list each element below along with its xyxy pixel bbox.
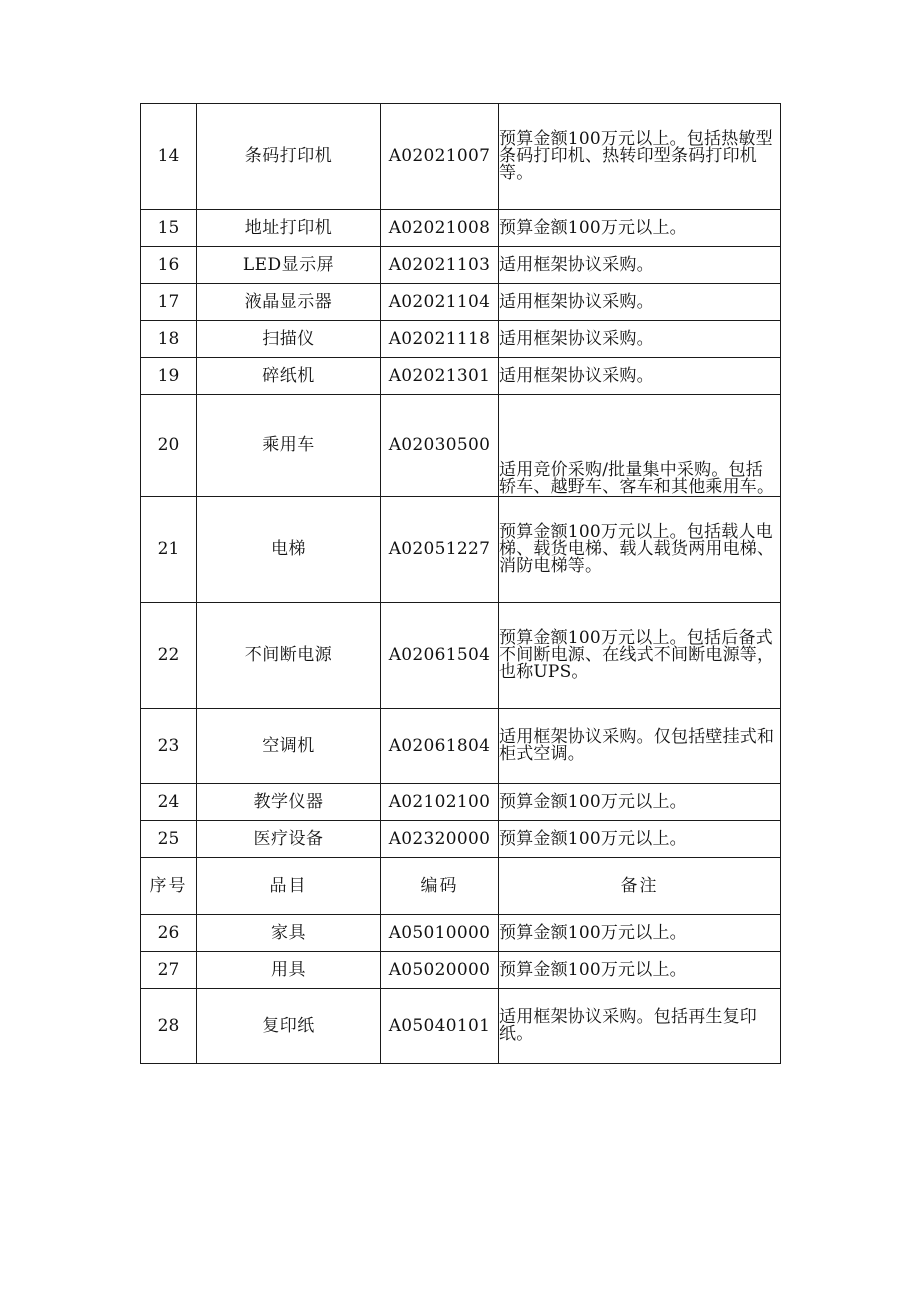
row-item-name: 空调机	[197, 709, 381, 784]
row-item-code: A02061804	[381, 709, 499, 784]
table-row	[141, 358, 781, 395]
row-sequence-number: 25	[141, 821, 197, 858]
row-item-note: 预算金额100万元以上。包括后备式不间断电源、在线式不间断电源等，也称UPS。	[499, 603, 781, 709]
row-item-name: 医疗设备	[197, 821, 381, 858]
table-row	[141, 784, 781, 821]
row-sequence-number: 18	[141, 321, 197, 358]
row-sequence-number: 20	[141, 395, 197, 497]
table-row	[141, 210, 781, 247]
row-item-code: A02030500	[381, 395, 499, 497]
row-item-note: 预算金额100万元以上。	[499, 784, 781, 821]
row-sequence-number: 26	[141, 915, 197, 952]
row-item-code: A02021103	[381, 247, 499, 284]
row-sequence-number: 17	[141, 284, 197, 321]
goods-catalog-table	[140, 103, 781, 1064]
table-row	[141, 603, 781, 709]
row-item-code: A02021301	[381, 358, 499, 395]
table-row	[141, 247, 781, 284]
row-sequence-number: 23	[141, 709, 197, 784]
row-item-code: A02061504	[381, 603, 499, 709]
table-row	[141, 989, 781, 1064]
table-row	[141, 321, 781, 358]
column-header-item: 品目	[197, 858, 381, 915]
row-item-note: 预算金额100万元以上。包括载人电梯、载货电梯、载人载货两用电梯、消防电梯等。	[499, 497, 781, 603]
goods-table-container	[140, 103, 780, 1064]
row-item-note: 适用框架协议采购。仅包括壁挂式和柜式空调。	[499, 709, 781, 784]
row-sequence-number: 24	[141, 784, 197, 821]
row-item-code: A02021118	[381, 321, 499, 358]
row-sequence-number: 28	[141, 989, 197, 1064]
row-item-name: 不间断电源	[197, 603, 381, 709]
column-header-code: 编码	[381, 858, 499, 915]
row-item-code: A02102100	[381, 784, 499, 821]
table-row	[141, 821, 781, 858]
row-item-code: A02051227	[381, 497, 499, 603]
row-item-note: 预算金额100万元以上。包括热敏型条码打印机、热转印型条码打印机等。	[499, 104, 781, 210]
table-row	[141, 104, 781, 210]
row-sequence-number: 27	[141, 952, 197, 989]
row-item-code: A05020000	[381, 952, 499, 989]
column-header-sequence: 序号	[141, 858, 197, 915]
row-item-note: 适用框架协议采购。	[499, 321, 781, 358]
row-item-note: 适用框架协议采购。	[499, 358, 781, 395]
row-item-code: A02320000	[381, 821, 499, 858]
table-row	[141, 915, 781, 952]
table-row	[141, 709, 781, 784]
row-sequence-number: 14	[141, 104, 197, 210]
table-row	[141, 497, 781, 603]
row-item-name: 用具	[197, 952, 381, 989]
row-sequence-number: 19	[141, 358, 197, 395]
row-item-note: 适用框架协议采购。包括再生复印纸。	[499, 989, 781, 1064]
row-sequence-number: 16	[141, 247, 197, 284]
row-sequence-number: 22	[141, 603, 197, 709]
row-item-name: LED显示屏	[197, 247, 381, 284]
row-item-name: 条码打印机	[197, 104, 381, 210]
row-sequence-number: 21	[141, 497, 197, 603]
goods-table-body	[141, 104, 781, 1064]
row-item-code: A02021007	[381, 104, 499, 210]
table-header-row	[141, 858, 781, 915]
row-item-name: 碎纸机	[197, 358, 381, 395]
row-item-note: 适用框架协议采购。	[499, 284, 781, 321]
row-item-code: A02021008	[381, 210, 499, 247]
row-item-note: 适用框架协议采购。	[499, 247, 781, 284]
row-item-note: 预算金额100万元以上。	[499, 821, 781, 858]
row-item-note: 预算金额100万元以上。	[499, 915, 781, 952]
row-item-code: A05010000	[381, 915, 499, 952]
row-item-note: 预算金额100万元以上。	[499, 210, 781, 247]
row-item-name: 复印纸	[197, 989, 381, 1064]
row-item-name: 电梯	[197, 497, 381, 603]
column-header-note: 备注	[499, 858, 781, 915]
row-item-name: 家具	[197, 915, 381, 952]
row-item-name: 乘用车	[197, 395, 381, 497]
row-item-code: A02021104	[381, 284, 499, 321]
table-row	[141, 395, 781, 497]
row-item-name: 液晶显示器	[197, 284, 381, 321]
row-item-name: 地址打印机	[197, 210, 381, 247]
row-item-code: A05040101	[381, 989, 499, 1064]
row-sequence-number: 15	[141, 210, 197, 247]
row-item-note: 预算金额100万元以上。	[499, 952, 781, 989]
row-item-name: 扫描仪	[197, 321, 381, 358]
row-item-name: 教学仪器	[197, 784, 381, 821]
table-row	[141, 284, 781, 321]
table-row	[141, 952, 781, 989]
row-item-note: 适用竞价采购/批量集中采购。包括轿车、越野车、客车和其他乘用车。	[499, 395, 781, 497]
